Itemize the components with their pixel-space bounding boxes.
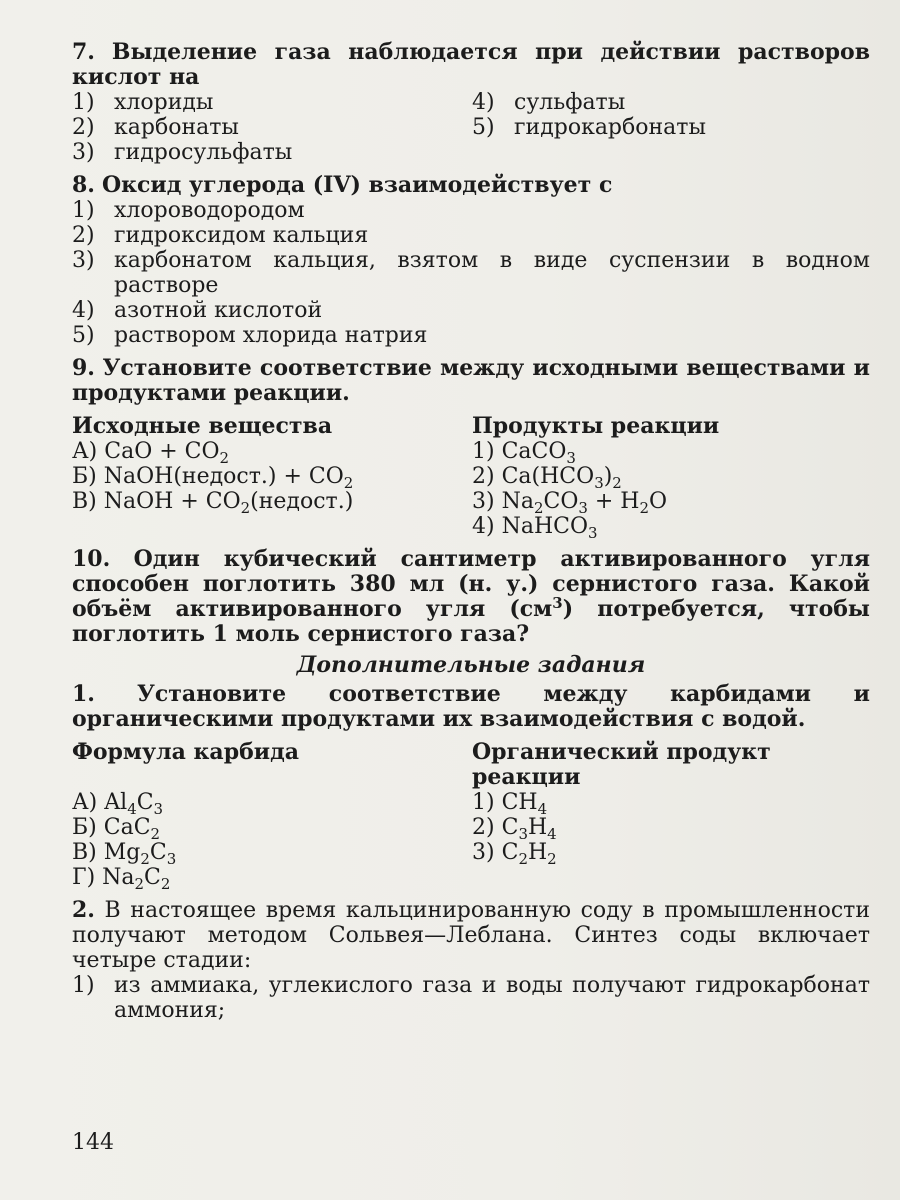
question-8-options (72, 198, 870, 348)
column-header: Исходные вещества (72, 413, 333, 439)
additional-task-2 (72, 898, 870, 973)
product-item: 1) CaCO$_3$ (472, 439, 576, 468)
product-item: 1) $CH_4$ (472, 790, 548, 819)
carbide-item: Г) $Na_2C_2$ (72, 865, 171, 894)
column-header: Формула карбида (72, 739, 299, 765)
question-number: 10. (72, 546, 111, 572)
matching-table (72, 413, 870, 543)
option-item: 1) хлориды (72, 90, 214, 115)
left-column (72, 414, 472, 539)
column-header: Продукты реакции (472, 413, 720, 439)
column-header: Органический продукт реакции (472, 739, 771, 790)
option-item: 5) раствором хлорида натрия (72, 323, 428, 348)
question-text: Выделение газа наблюдается при действии растворов кислот на (72, 39, 870, 90)
right-column (472, 413, 870, 543)
product-item: 2) $Ca(HCO_3)_2$ (472, 464, 622, 493)
question-text: Установите соответствие между карбидами и органическими продуктами их взаимодействия с водой. (72, 681, 870, 732)
question-number: 1. (72, 681, 95, 707)
option-item: 4) азотной кислотой (72, 298, 323, 323)
product-item: 3) $C_2H_2$ (472, 840, 557, 869)
question-7 (72, 40, 870, 90)
option-item: 4) сульфаты (472, 90, 626, 115)
question-number: 9. (72, 355, 95, 381)
option-item: 5) гидрокарбонаты (472, 115, 706, 140)
question-number: 8. (72, 172, 95, 198)
product-item: 4) NaHCO$_3$ (472, 514, 598, 543)
left-column (72, 739, 472, 894)
question-7-options (72, 90, 870, 165)
option-item: 3) карбонатом кальция, взятом в виде суспензии в водном растворе (72, 248, 870, 298)
matching-table (72, 739, 870, 894)
reactant-item: А) CaO + $CO_2$ (72, 439, 230, 468)
carbide-item: В) $Mg_2C_3$ (72, 840, 177, 869)
option-item: 3) гидросульфаты (72, 140, 293, 165)
carbide-item: А) $Al_4C_3$ (72, 790, 164, 819)
question-text: Один кубический сантиметр активированного угля способен поглотить 380 мл (н. у.) сернистого газа. Какой объём активированного угля $(см^3)$ потребуется, чтобы поглотить 1 моль сернистого газа? (72, 546, 871, 647)
page-content (72, 40, 870, 1023)
option-item: 1) из аммиака, углекислого газа и воды получают гидрокарбонат аммония; (72, 973, 870, 1023)
additional-task-2-steps (72, 973, 870, 1023)
reactant-item: В) NaOH + $CO_2(недост.)$ (72, 489, 354, 518)
page-number: 144 (72, 1130, 114, 1155)
question-9 (72, 356, 870, 406)
question-text: В настоящее время кальцинированную соду в промышленности получают методом Сольвея—Леблана. Синтез соды включает четыре стадии: (72, 898, 870, 973)
question-text: Установите соответствие между исходными веществами и продуктами реакции. (72, 355, 870, 406)
additional-task-1 (72, 682, 870, 732)
section-title: Дополнительные задания (296, 652, 646, 678)
question-10 (72, 547, 870, 647)
option-item: 1) хлороводородом (72, 198, 305, 223)
question-8 (72, 173, 870, 198)
option-item: 2) карбонаты (72, 115, 239, 140)
reactant-item: Б) NaOH(недост.) + $CO_2$ (72, 464, 354, 493)
question-number: 7. (72, 39, 95, 65)
product-item: 2) $C_3H_4$ (472, 815, 557, 844)
question-text: Оксид углерода (IV) взаимодействует с (101, 172, 613, 198)
question-number: 2. (72, 897, 95, 923)
right-column (472, 740, 870, 890)
option-item: 2) гидроксидом кальция (72, 223, 369, 248)
product-item: 3) $Na_2CO_3 + H_2O$ (472, 489, 668, 518)
carbide-item: Б) CaC$_2$ (72, 815, 161, 844)
